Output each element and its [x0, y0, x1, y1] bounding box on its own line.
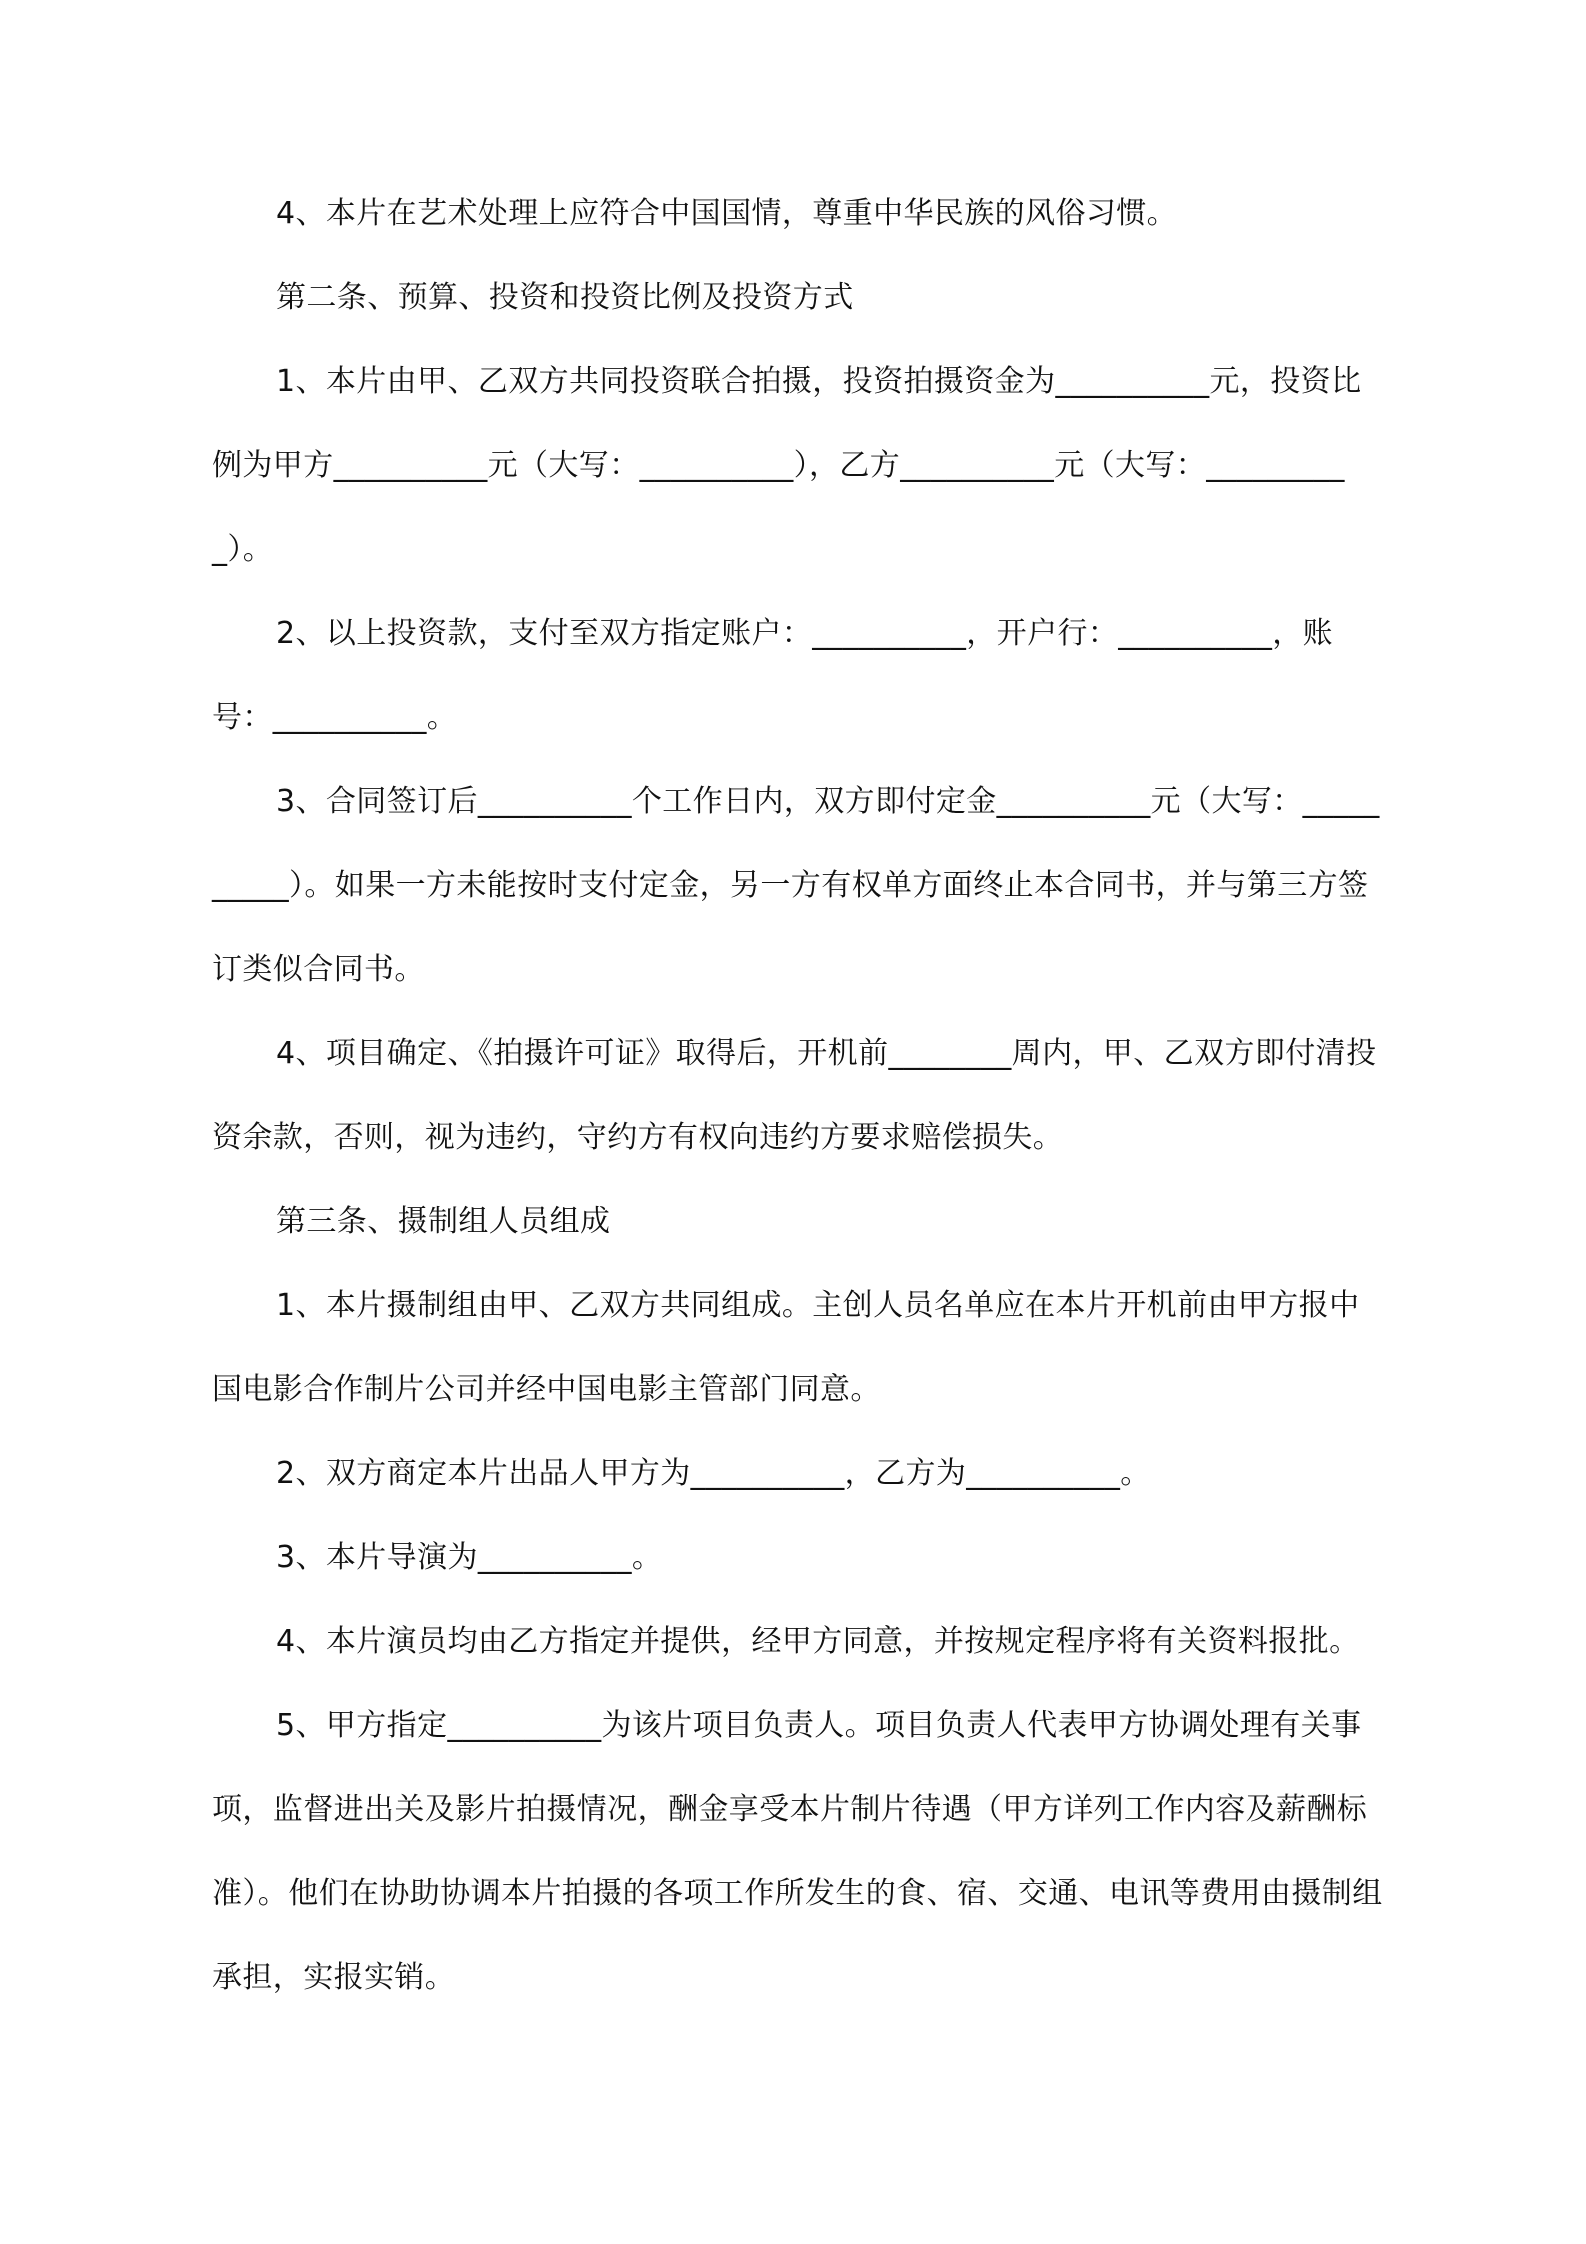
article-3-heading: 第三条、摄制组人员组成	[276, 1204, 611, 1239]
clause-3-2-producers: 2、双方商定本片出品人甲方为__________，乙方为__________。	[276, 1456, 1151, 1491]
clause-2-2-payment-account: 2、以上投资款，支付至双方指定账户：__________，开户行：__________，账号：__________。	[212, 616, 1334, 735]
contract-body	[212, 172, 1384, 2020]
clause-2-4-balance-payment: 4、项目确定、《拍摄许可证》取得后，开机前________周内，甲、乙双方即付清投资余款，否则，视为违约，守约方有权向违约方要求赔偿损失。	[212, 1036, 1377, 1155]
clause-3-5-project-lead: 5、甲方指定__________为该片项目负责人。项目负责人代表甲方协调处理有关事项，监督进出关及影片拍摄情况，酬金享受本片制片待遇（甲方详列工作内容及薪酬标准）。他们在协助协调本片拍摄的各项工作所发生的食、宿、交通、电讯等费用由摄制组承担，实报实销。	[212, 1708, 1383, 1995]
clause-3-1-crew-composition: 1、本片摄制组由甲、乙双方共同组成。主创人员名单应在本片开机前由甲方报中国电影合作制片公司并经中国电影主管部门同意。	[212, 1288, 1360, 1407]
clause-3-3-director: 3、本片导演为__________。	[276, 1540, 663, 1575]
article-2-heading: 第二条、预算、投资和投资比例及投资方式	[276, 280, 854, 315]
clause-2-3-deposit: 3、合同签订后__________个工作日内，双方即付定金__________元（大写：__________）。如果一方未能按时支付定金，另一方有权单方面终止本合同书，并与第三方签订类似合同书。	[212, 784, 1380, 987]
clause-2-1-investment-ratio: 1、本片由甲、乙双方共同投资联合拍摄，投资拍摄资金为__________元，投资比例为甲方__________元（大写：__________），乙方__________元（大写：__________）。	[212, 364, 1362, 567]
clause-1-4-art-handling: 4、本片在艺术处理上应符合中国国情，尊重中华民族的风俗习惯。	[276, 196, 1178, 231]
clause-3-4-actors: 4、本片演员均由乙方指定并提供，经甲方同意，并按规定程序将有关资料报批。	[276, 1624, 1360, 1659]
